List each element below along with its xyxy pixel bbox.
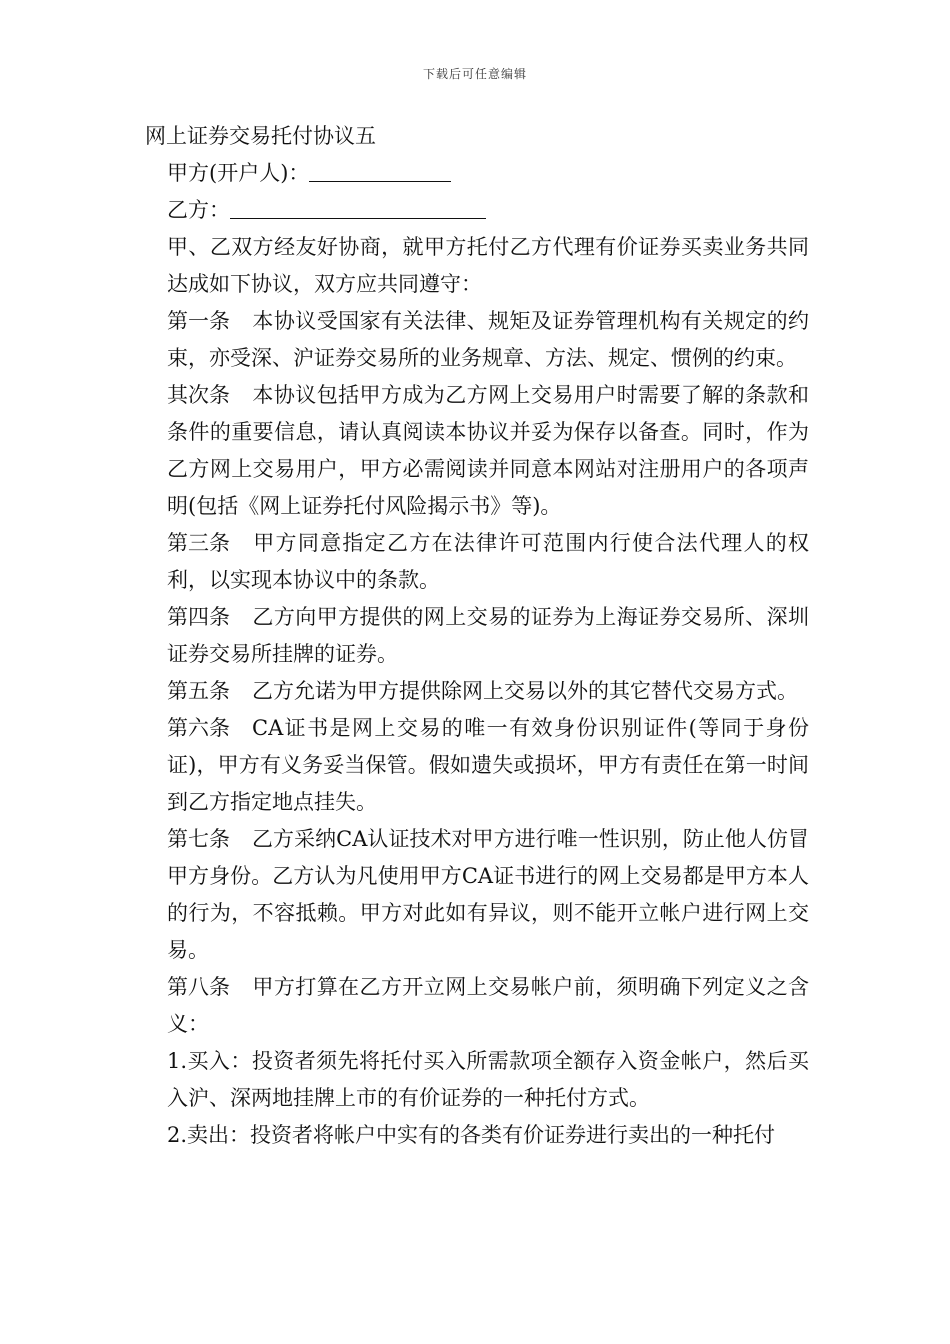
document-title: 网上证券交易托付协议五	[145, 124, 376, 148]
article-text: 本协议受国家有关法律、规矩及证券管理机构有关规定的约束，亦受深、沪证券交易所的业务规章、方法、规定、惯例的约束。	[167, 309, 809, 370]
article-text: 本协议包括甲方成为乙方网上交易用户时需要了解的条款和条件的重要信息，请认真阅读本协议并妥为保存以备查。同时，作为乙方网上交易用户，甲方必需阅读并同意本网站对注册用户的各项声明(包括《网上证券托付风险揭示书》等)。	[167, 383, 809, 518]
article-paragraph	[145, 525, 809, 599]
article-paragraph	[145, 303, 809, 377]
article-text: 乙方向甲方提供的网上交易的证券为上海证券交易所、深圳证券交易所挂牌的证券。	[167, 605, 809, 666]
article-number: 第六条	[167, 716, 230, 740]
page-header-note: 下载后可任意编辑	[422, 67, 527, 81]
party-a-blank	[309, 155, 451, 182]
definition-paragraph: 1.买入：投资者须先将托付买入所需款项全额存入资金帐户，然后买入沪、深两地挂牌上市的有价证券的一种托付方式。	[167, 1049, 809, 1110]
article-paragraph	[145, 969, 809, 1043]
article-text: 甲方打算在乙方开立网上交易帐户前，须明确下列定义之含义：	[167, 975, 809, 1036]
preamble-paragraph: 甲、乙双方经友好协商，就甲方托付乙方代理有价证券买卖业务共同达成如下协议，双方应共同遵守：	[167, 235, 809, 296]
article-paragraph	[145, 673, 809, 710]
party-b-label: 乙方：	[167, 198, 230, 222]
article-paragraph	[145, 599, 809, 673]
party-b-blank	[230, 192, 486, 219]
document-body	[145, 118, 809, 1154]
party-a-label: 甲方(开户人)：	[167, 161, 310, 185]
article-text: CA证书是网上交易的唯一有效身份识别证件(等同于身份证)，甲方有义务妥当保管。假如遗失或损坏，甲方有责任在第一时间到乙方指定地点挂失。	[167, 716, 809, 814]
article-text: 乙方采纳CA认证技术对甲方进行唯一性识别，防止他人仿冒甲方身份。乙方认为凡使用甲方CA证书进行的网上交易都是甲方本人的行为，不容抵赖。甲方对此如有异议，则不能开立帐户进行网上交易。	[167, 827, 809, 962]
party-b-line	[145, 192, 809, 229]
article-number: 第三条	[167, 531, 230, 555]
article-number: 第八条	[167, 975, 230, 999]
definition-paragraph: 2.卖出：投资者将帐户中实有的各类有价证券进行卖出的一种托付	[167, 1123, 776, 1147]
party-a-line	[145, 155, 809, 192]
article-paragraph	[145, 710, 809, 821]
article-text: 乙方允诺为甲方提供除网上交易以外的其它替代交易方式。	[252, 679, 798, 703]
article-number: 其次条	[167, 383, 230, 407]
article-number: 第四条	[167, 605, 230, 629]
article-number: 第五条	[167, 679, 230, 703]
article-number: 第一条	[167, 309, 230, 333]
article-text: 甲方同意指定乙方在法律许可范围内行使合法代理人的权利，以实现本协议中的条款。	[167, 531, 809, 592]
article-number: 第七条	[167, 827, 230, 851]
article-paragraph	[145, 821, 809, 969]
article-paragraph	[145, 377, 809, 525]
